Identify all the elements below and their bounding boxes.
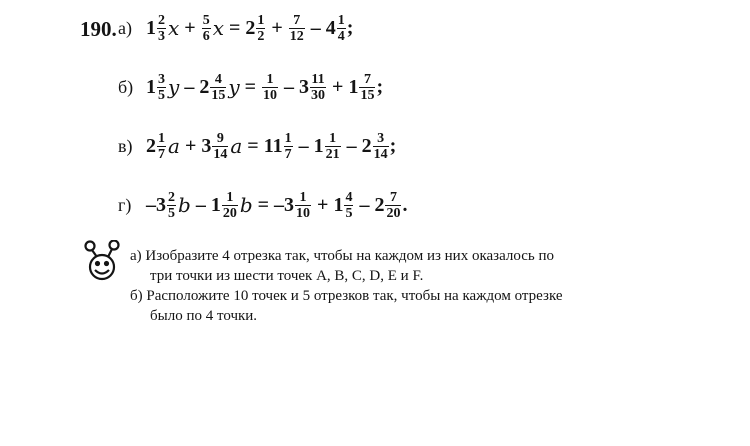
whole-part: –3 <box>146 193 166 216</box>
number-term <box>288 13 306 44</box>
fraction <box>157 13 166 44</box>
whole-part: 1 <box>146 16 156 39</box>
denominator: 10 <box>263 87 278 103</box>
whole-part: 1 <box>210 193 221 216</box>
operator: – <box>195 193 206 216</box>
fraction <box>284 131 293 162</box>
number-term <box>146 190 191 221</box>
fraction <box>157 131 166 162</box>
denominator: 10 <box>296 205 311 221</box>
denominator: 3 <box>158 28 165 44</box>
whole-part: 1 <box>333 193 344 216</box>
whole-part: 2 <box>146 134 156 157</box>
task-b-line-1: б) Расположите 10 точек и 5 отрезков так, чтобы на каждом отрезке <box>130 288 563 304</box>
denominator: 14 <box>213 146 228 162</box>
fraction <box>202 13 211 44</box>
equation-b <box>118 65 383 109</box>
whole-part: 2 <box>374 193 385 216</box>
punctuation: ; <box>346 16 354 39</box>
fraction <box>212 131 228 162</box>
numerator: 7 <box>293 12 301 28</box>
denominator: 30 <box>311 87 326 103</box>
smiley-face-icon <box>84 240 122 282</box>
denominator: 5 <box>345 205 353 221</box>
number-term <box>201 13 224 44</box>
number-term <box>245 13 266 44</box>
equation-label: в) <box>118 135 133 156</box>
operator: + <box>184 16 196 39</box>
number-term <box>326 13 347 44</box>
operator: + <box>184 134 197 157</box>
denominator: 5 <box>158 87 165 103</box>
fraction <box>157 72 166 103</box>
operator: – <box>284 75 295 98</box>
fraction <box>167 190 176 221</box>
number-term <box>201 131 242 162</box>
numerator: 1 <box>299 189 307 205</box>
task-a-line-2: три точки из шести точек A, B, C, D, E и F. <box>150 268 424 284</box>
denominator: 7 <box>284 146 292 162</box>
number-term <box>146 72 179 103</box>
equation-a <box>118 6 353 50</box>
whole-part: 1 <box>348 75 359 98</box>
number-term <box>333 190 354 221</box>
denominator: 20 <box>386 205 401 221</box>
whole-part: 11 <box>263 134 283 157</box>
numerator: 1 <box>158 130 165 146</box>
operator: + <box>332 75 344 98</box>
denominator: 7 <box>158 146 165 162</box>
numerator: 5 <box>202 12 210 28</box>
variable: y <box>228 75 240 99</box>
denominator: 20 <box>222 205 237 221</box>
punctuation: ; <box>389 134 397 157</box>
fraction <box>359 72 375 103</box>
number-term <box>146 13 179 44</box>
fraction <box>373 131 389 162</box>
variable: x <box>212 16 224 40</box>
number-term <box>199 72 239 103</box>
operator: = <box>257 193 270 216</box>
whole-part: 3 <box>201 134 212 157</box>
whole-part: 1 <box>146 75 156 98</box>
variable: x <box>168 16 180 40</box>
numerator: 3 <box>158 71 165 87</box>
operator: – <box>359 193 370 216</box>
equation-label: г) <box>118 194 132 215</box>
numerator: 7 <box>389 189 397 205</box>
whole-part: 2 <box>245 16 256 39</box>
numerator: 1 <box>257 12 265 28</box>
variable: a <box>168 134 180 158</box>
whole-part: 2 <box>199 75 210 98</box>
numerator: 3 <box>377 130 385 146</box>
denominator: 2 <box>257 28 265 44</box>
fraction <box>210 72 226 103</box>
numerator: 1 <box>284 130 292 146</box>
numerator: 1 <box>266 71 274 87</box>
task-block <box>130 246 720 326</box>
denominator: 15 <box>211 87 226 103</box>
punctuation: ; <box>376 75 384 98</box>
variable: y <box>168 75 180 99</box>
numerator: 7 <box>363 71 371 87</box>
number-term <box>374 190 402 221</box>
numerator: 2 <box>158 12 165 28</box>
whole-part: 4 <box>325 16 336 39</box>
fraction <box>385 190 401 221</box>
number-term <box>146 131 180 162</box>
denominator: 15 <box>360 87 375 103</box>
number-term <box>261 72 279 103</box>
numerator: 1 <box>226 189 234 205</box>
equation-label: а) <box>118 17 132 38</box>
fraction <box>256 13 265 44</box>
operator: + <box>271 16 283 39</box>
fraction <box>222 190 238 221</box>
whole-part: 2 <box>361 134 372 157</box>
whole-part: 3 <box>299 75 310 98</box>
numerator: 9 <box>216 130 224 146</box>
fraction <box>310 72 326 103</box>
operator: – <box>184 75 195 98</box>
number-term <box>299 72 327 103</box>
number-term <box>348 72 376 103</box>
numerator: 1 <box>337 12 345 28</box>
operator: = <box>244 75 257 98</box>
number-term <box>211 190 253 221</box>
denominator: 12 <box>289 28 304 44</box>
operator: – <box>298 134 309 157</box>
whole-part: –3 <box>274 193 295 216</box>
denominator: 6 <box>202 28 210 44</box>
fraction <box>337 13 346 44</box>
task-a-line-1: а) Изобразите 4 отрезка так, чтобы на каждом из них оказалось по <box>130 248 555 264</box>
fraction <box>344 190 353 221</box>
variable: a <box>230 134 243 158</box>
fraction <box>325 131 341 162</box>
numerator: 1 <box>329 130 337 146</box>
number-term <box>362 131 390 162</box>
equation-g <box>118 183 407 227</box>
numerator: 2 <box>168 189 175 205</box>
operator: – <box>310 16 321 39</box>
denominator: 5 <box>168 205 175 221</box>
denominator: 21 <box>325 146 340 162</box>
problem-number: 190. <box>80 17 117 41</box>
variable: b <box>239 193 253 217</box>
number-term <box>264 131 294 162</box>
fraction <box>289 13 305 44</box>
numerator: 4 <box>345 189 353 205</box>
operator: = <box>247 134 259 157</box>
operator: = <box>228 16 241 39</box>
denominator: 14 <box>373 146 388 162</box>
operator: + <box>317 193 329 216</box>
whole-part: 1 <box>313 134 324 157</box>
numerator: 4 <box>214 71 222 87</box>
fraction <box>295 190 311 221</box>
numerator: 11 <box>311 71 325 87</box>
equation-label: б) <box>118 76 134 97</box>
task-b-line-2: было по 4 точки. <box>150 308 258 324</box>
variable: b <box>178 193 191 217</box>
denominator: 4 <box>337 28 345 44</box>
number-term <box>274 190 312 221</box>
punctuation: . <box>402 193 408 216</box>
equation-v <box>118 124 396 168</box>
operator: – <box>346 134 357 157</box>
number-term <box>314 131 342 162</box>
fraction <box>262 72 278 103</box>
